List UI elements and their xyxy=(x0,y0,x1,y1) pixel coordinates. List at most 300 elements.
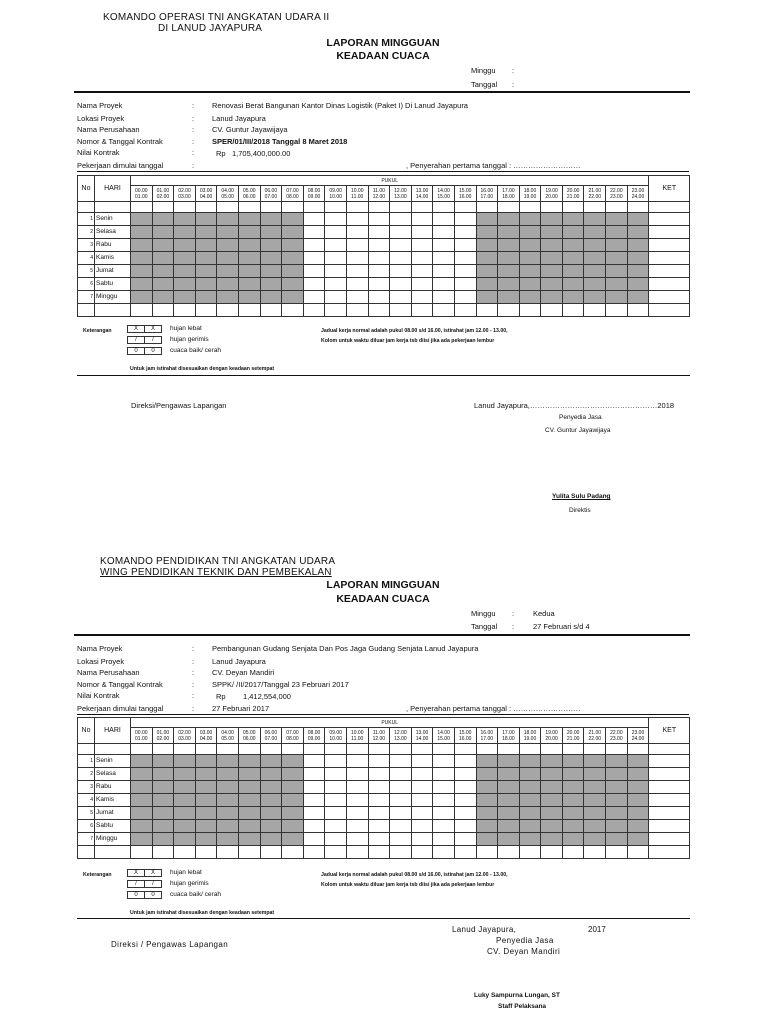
weather-cell[interactable] xyxy=(433,226,455,239)
weather-cell[interactable] xyxy=(131,239,153,252)
weather-cell[interactable] xyxy=(627,794,649,807)
weather-cell[interactable] xyxy=(476,239,498,252)
weather-cell[interactable] xyxy=(152,278,174,291)
ket-cell[interactable] xyxy=(649,265,690,278)
weather-cell[interactable] xyxy=(584,768,606,781)
weather-cell[interactable] xyxy=(260,807,282,820)
weather-cell[interactable] xyxy=(584,239,606,252)
ket-cell[interactable] xyxy=(649,833,690,846)
weather-cell[interactable] xyxy=(152,226,174,239)
weather-cell[interactable] xyxy=(260,755,282,768)
ket-cell[interactable] xyxy=(649,755,690,768)
weather-cell[interactable] xyxy=(152,239,174,252)
weather-cell[interactable] xyxy=(217,252,239,265)
weather-cell[interactable] xyxy=(627,252,649,265)
weather-cell[interactable] xyxy=(606,807,628,820)
weather-cell[interactable] xyxy=(238,226,260,239)
weather-cell[interactable] xyxy=(303,226,325,239)
ket-cell[interactable] xyxy=(649,226,690,239)
weather-cell[interactable] xyxy=(131,807,153,820)
weather-cell[interactable] xyxy=(411,833,433,846)
weather-cell[interactable] xyxy=(390,755,412,768)
weather-cell[interactable] xyxy=(217,213,239,226)
weather-cell[interactable] xyxy=(541,239,563,252)
weather-cell[interactable] xyxy=(346,278,368,291)
weather-cell[interactable] xyxy=(433,833,455,846)
weather-cell[interactable] xyxy=(454,820,476,833)
weather-cell[interactable] xyxy=(411,265,433,278)
weather-cell[interactable] xyxy=(195,291,217,304)
weather-cell[interactable] xyxy=(238,239,260,252)
weather-cell[interactable] xyxy=(498,833,520,846)
weather-cell[interactable] xyxy=(260,291,282,304)
weather-cell[interactable] xyxy=(282,755,304,768)
weather-cell[interactable] xyxy=(584,252,606,265)
weather-cell[interactable] xyxy=(519,807,541,820)
weather-cell[interactable] xyxy=(174,755,196,768)
weather-cell[interactable] xyxy=(390,781,412,794)
weather-cell[interactable] xyxy=(433,755,455,768)
weather-cell[interactable] xyxy=(433,781,455,794)
weather-cell[interactable] xyxy=(606,781,628,794)
weather-cell[interactable] xyxy=(368,291,390,304)
weather-cell[interactable] xyxy=(390,213,412,226)
weather-cell[interactable] xyxy=(476,807,498,820)
weather-cell[interactable] xyxy=(411,807,433,820)
weather-cell[interactable] xyxy=(454,794,476,807)
weather-cell[interactable] xyxy=(454,278,476,291)
weather-cell[interactable] xyxy=(454,781,476,794)
weather-cell[interactable] xyxy=(476,278,498,291)
weather-cell[interactable] xyxy=(152,794,174,807)
weather-cell[interactable] xyxy=(325,226,347,239)
weather-cell[interactable] xyxy=(562,278,584,291)
weather-cell[interactable] xyxy=(411,781,433,794)
weather-cell[interactable] xyxy=(260,781,282,794)
weather-cell[interactable] xyxy=(217,820,239,833)
weather-cell[interactable] xyxy=(606,755,628,768)
weather-cell[interactable] xyxy=(174,794,196,807)
ket-cell[interactable] xyxy=(649,291,690,304)
weather-cell[interactable] xyxy=(498,781,520,794)
weather-cell[interactable] xyxy=(562,252,584,265)
weather-cell[interactable] xyxy=(390,226,412,239)
weather-cell[interactable] xyxy=(627,768,649,781)
ket-cell[interactable] xyxy=(649,213,690,226)
weather-cell[interactable] xyxy=(368,252,390,265)
weather-cell[interactable] xyxy=(476,768,498,781)
weather-cell[interactable] xyxy=(195,820,217,833)
weather-cell[interactable] xyxy=(325,755,347,768)
weather-cell[interactable] xyxy=(303,265,325,278)
weather-cell[interactable] xyxy=(131,265,153,278)
weather-cell[interactable] xyxy=(174,768,196,781)
weather-cell[interactable] xyxy=(390,768,412,781)
weather-cell[interactable] xyxy=(282,781,304,794)
weather-cell[interactable] xyxy=(541,781,563,794)
weather-cell[interactable] xyxy=(498,252,520,265)
weather-cell[interactable] xyxy=(325,781,347,794)
weather-cell[interactable] xyxy=(411,755,433,768)
weather-cell[interactable] xyxy=(282,265,304,278)
weather-cell[interactable] xyxy=(368,833,390,846)
weather-cell[interactable] xyxy=(346,794,368,807)
weather-cell[interactable] xyxy=(627,291,649,304)
weather-cell[interactable] xyxy=(411,794,433,807)
weather-cell[interactable] xyxy=(260,226,282,239)
weather-cell[interactable] xyxy=(346,291,368,304)
weather-cell[interactable] xyxy=(584,833,606,846)
weather-cell[interactable] xyxy=(368,781,390,794)
weather-cell[interactable] xyxy=(303,213,325,226)
weather-cell[interactable] xyxy=(325,265,347,278)
weather-cell[interactable] xyxy=(562,768,584,781)
weather-cell[interactable] xyxy=(541,278,563,291)
weather-cell[interactable] xyxy=(562,291,584,304)
weather-cell[interactable] xyxy=(606,820,628,833)
weather-cell[interactable] xyxy=(174,807,196,820)
weather-cell[interactable] xyxy=(411,278,433,291)
weather-cell[interactable] xyxy=(325,291,347,304)
weather-cell[interactable] xyxy=(282,291,304,304)
weather-cell[interactable] xyxy=(411,213,433,226)
weather-cell[interactable] xyxy=(238,252,260,265)
ket-cell[interactable] xyxy=(649,807,690,820)
weather-cell[interactable] xyxy=(433,213,455,226)
weather-cell[interactable] xyxy=(217,239,239,252)
ket-cell[interactable] xyxy=(649,252,690,265)
weather-cell[interactable] xyxy=(131,278,153,291)
weather-cell[interactable] xyxy=(606,768,628,781)
weather-cell[interactable] xyxy=(584,807,606,820)
weather-cell[interactable] xyxy=(282,239,304,252)
weather-cell[interactable] xyxy=(454,239,476,252)
weather-cell[interactable] xyxy=(368,794,390,807)
weather-cell[interactable] xyxy=(454,226,476,239)
ket-cell[interactable] xyxy=(649,239,690,252)
weather-cell[interactable] xyxy=(282,226,304,239)
weather-cell[interactable] xyxy=(498,291,520,304)
weather-cell[interactable] xyxy=(562,807,584,820)
weather-cell[interactable] xyxy=(152,755,174,768)
ket-cell[interactable] xyxy=(649,794,690,807)
weather-cell[interactable] xyxy=(562,226,584,239)
weather-cell[interactable] xyxy=(131,833,153,846)
weather-cell[interactable] xyxy=(519,265,541,278)
weather-cell[interactable] xyxy=(282,833,304,846)
weather-cell[interactable] xyxy=(238,833,260,846)
weather-cell[interactable] xyxy=(519,252,541,265)
weather-cell[interactable] xyxy=(519,291,541,304)
weather-cell[interactable] xyxy=(325,768,347,781)
weather-cell[interactable] xyxy=(217,755,239,768)
weather-cell[interactable] xyxy=(195,755,217,768)
weather-cell[interactable] xyxy=(282,278,304,291)
weather-cell[interactable] xyxy=(131,226,153,239)
weather-cell[interactable] xyxy=(131,781,153,794)
weather-cell[interactable] xyxy=(584,226,606,239)
weather-cell[interactable] xyxy=(303,833,325,846)
weather-cell[interactable] xyxy=(303,755,325,768)
weather-cell[interactable] xyxy=(498,265,520,278)
weather-cell[interactable] xyxy=(174,239,196,252)
weather-cell[interactable] xyxy=(541,226,563,239)
weather-cell[interactable] xyxy=(260,768,282,781)
weather-cell[interactable] xyxy=(174,252,196,265)
weather-cell[interactable] xyxy=(498,794,520,807)
weather-cell[interactable] xyxy=(174,278,196,291)
weather-cell[interactable] xyxy=(498,213,520,226)
weather-cell[interactable] xyxy=(519,278,541,291)
weather-cell[interactable] xyxy=(346,213,368,226)
weather-cell[interactable] xyxy=(433,768,455,781)
weather-cell[interactable] xyxy=(238,278,260,291)
weather-cell[interactable] xyxy=(541,252,563,265)
weather-cell[interactable] xyxy=(152,252,174,265)
weather-cell[interactable] xyxy=(606,794,628,807)
weather-cell[interactable] xyxy=(346,252,368,265)
weather-cell[interactable] xyxy=(498,807,520,820)
weather-cell[interactable] xyxy=(541,807,563,820)
weather-cell[interactable] xyxy=(346,226,368,239)
weather-cell[interactable] xyxy=(519,768,541,781)
weather-cell[interactable] xyxy=(131,820,153,833)
weather-cell[interactable] xyxy=(195,278,217,291)
weather-cell[interactable] xyxy=(627,213,649,226)
weather-cell[interactable] xyxy=(562,794,584,807)
weather-cell[interactable] xyxy=(627,239,649,252)
weather-cell[interactable] xyxy=(433,239,455,252)
weather-cell[interactable] xyxy=(260,833,282,846)
weather-cell[interactable] xyxy=(390,239,412,252)
weather-cell[interactable] xyxy=(325,213,347,226)
weather-cell[interactable] xyxy=(584,794,606,807)
weather-cell[interactable] xyxy=(390,252,412,265)
weather-cell[interactable] xyxy=(606,226,628,239)
weather-cell[interactable] xyxy=(627,265,649,278)
weather-cell[interactable] xyxy=(346,755,368,768)
weather-cell[interactable] xyxy=(454,291,476,304)
weather-cell[interactable] xyxy=(282,252,304,265)
weather-cell[interactable] xyxy=(454,252,476,265)
weather-cell[interactable] xyxy=(131,794,153,807)
weather-cell[interactable] xyxy=(433,278,455,291)
weather-cell[interactable] xyxy=(282,213,304,226)
weather-cell[interactable] xyxy=(368,820,390,833)
weather-cell[interactable] xyxy=(282,807,304,820)
weather-cell[interactable] xyxy=(454,265,476,278)
weather-cell[interactable] xyxy=(303,239,325,252)
weather-cell[interactable] xyxy=(152,265,174,278)
weather-cell[interactable] xyxy=(627,755,649,768)
weather-cell[interactable] xyxy=(519,794,541,807)
weather-cell[interactable] xyxy=(195,239,217,252)
weather-cell[interactable] xyxy=(411,226,433,239)
weather-cell[interactable] xyxy=(346,768,368,781)
weather-cell[interactable] xyxy=(368,213,390,226)
weather-cell[interactable] xyxy=(131,252,153,265)
weather-cell[interactable] xyxy=(195,213,217,226)
weather-cell[interactable] xyxy=(131,768,153,781)
weather-cell[interactable] xyxy=(411,291,433,304)
weather-cell[interactable] xyxy=(195,794,217,807)
weather-cell[interactable] xyxy=(346,781,368,794)
weather-cell[interactable] xyxy=(195,252,217,265)
weather-cell[interactable] xyxy=(390,820,412,833)
weather-cell[interactable] xyxy=(346,265,368,278)
weather-cell[interactable] xyxy=(303,278,325,291)
weather-cell[interactable] xyxy=(541,755,563,768)
weather-cell[interactable] xyxy=(519,239,541,252)
weather-cell[interactable] xyxy=(131,213,153,226)
weather-cell[interactable] xyxy=(584,781,606,794)
weather-cell[interactable] xyxy=(303,252,325,265)
weather-cell[interactable] xyxy=(217,768,239,781)
weather-cell[interactable] xyxy=(498,820,520,833)
weather-cell[interactable] xyxy=(433,265,455,278)
weather-cell[interactable] xyxy=(368,807,390,820)
weather-cell[interactable] xyxy=(606,252,628,265)
weather-cell[interactable] xyxy=(368,755,390,768)
weather-cell[interactable] xyxy=(282,794,304,807)
weather-cell[interactable] xyxy=(282,768,304,781)
weather-cell[interactable] xyxy=(519,755,541,768)
weather-cell[interactable] xyxy=(238,755,260,768)
weather-cell[interactable] xyxy=(368,239,390,252)
weather-cell[interactable] xyxy=(454,755,476,768)
weather-cell[interactable] xyxy=(476,213,498,226)
weather-cell[interactable] xyxy=(390,794,412,807)
weather-cell[interactable] xyxy=(174,213,196,226)
weather-cell[interactable] xyxy=(390,807,412,820)
weather-cell[interactable] xyxy=(174,265,196,278)
weather-cell[interactable] xyxy=(476,794,498,807)
weather-cell[interactable] xyxy=(476,781,498,794)
weather-cell[interactable] xyxy=(368,768,390,781)
weather-cell[interactable] xyxy=(303,291,325,304)
weather-cell[interactable] xyxy=(217,265,239,278)
weather-cell[interactable] xyxy=(519,226,541,239)
weather-cell[interactable] xyxy=(562,755,584,768)
weather-cell[interactable] xyxy=(541,794,563,807)
ket-cell[interactable] xyxy=(649,781,690,794)
weather-cell[interactable] xyxy=(303,820,325,833)
weather-cell[interactable] xyxy=(433,820,455,833)
weather-cell[interactable] xyxy=(346,820,368,833)
weather-cell[interactable] xyxy=(606,291,628,304)
weather-cell[interactable] xyxy=(541,265,563,278)
weather-cell[interactable] xyxy=(454,833,476,846)
weather-cell[interactable] xyxy=(152,781,174,794)
weather-cell[interactable] xyxy=(174,820,196,833)
weather-cell[interactable] xyxy=(238,807,260,820)
weather-cell[interactable] xyxy=(627,833,649,846)
weather-cell[interactable] xyxy=(411,239,433,252)
weather-cell[interactable] xyxy=(498,768,520,781)
weather-cell[interactable] xyxy=(174,781,196,794)
weather-cell[interactable] xyxy=(562,820,584,833)
weather-cell[interactable] xyxy=(217,794,239,807)
weather-cell[interactable] xyxy=(606,278,628,291)
weather-cell[interactable] xyxy=(606,265,628,278)
weather-cell[interactable] xyxy=(325,794,347,807)
weather-cell[interactable] xyxy=(433,794,455,807)
weather-cell[interactable] xyxy=(217,807,239,820)
weather-cell[interactable] xyxy=(260,252,282,265)
weather-cell[interactable] xyxy=(303,781,325,794)
weather-cell[interactable] xyxy=(584,213,606,226)
weather-cell[interactable] xyxy=(152,807,174,820)
weather-cell[interactable] xyxy=(411,768,433,781)
weather-cell[interactable] xyxy=(217,291,239,304)
weather-cell[interactable] xyxy=(238,794,260,807)
weather-cell[interactable] xyxy=(433,291,455,304)
weather-cell[interactable] xyxy=(325,807,347,820)
weather-cell[interactable] xyxy=(541,291,563,304)
weather-cell[interactable] xyxy=(476,755,498,768)
weather-cell[interactable] xyxy=(584,820,606,833)
weather-cell[interactable] xyxy=(390,265,412,278)
weather-cell[interactable] xyxy=(498,755,520,768)
weather-cell[interactable] xyxy=(584,291,606,304)
weather-cell[interactable] xyxy=(195,768,217,781)
weather-cell[interactable] xyxy=(519,213,541,226)
weather-cell[interactable] xyxy=(195,781,217,794)
weather-cell[interactable] xyxy=(476,820,498,833)
weather-cell[interactable] xyxy=(519,781,541,794)
weather-cell[interactable] xyxy=(498,226,520,239)
weather-cell[interactable] xyxy=(325,820,347,833)
weather-cell[interactable] xyxy=(260,239,282,252)
weather-cell[interactable] xyxy=(368,265,390,278)
weather-cell[interactable] xyxy=(476,226,498,239)
weather-cell[interactable] xyxy=(562,833,584,846)
weather-cell[interactable] xyxy=(606,213,628,226)
weather-cell[interactable] xyxy=(562,265,584,278)
weather-cell[interactable] xyxy=(433,252,455,265)
weather-cell[interactable] xyxy=(411,820,433,833)
weather-cell[interactable] xyxy=(627,807,649,820)
weather-cell[interactable] xyxy=(606,833,628,846)
weather-cell[interactable] xyxy=(152,291,174,304)
weather-cell[interactable] xyxy=(541,213,563,226)
weather-cell[interactable] xyxy=(627,820,649,833)
weather-cell[interactable] xyxy=(562,781,584,794)
weather-cell[interactable] xyxy=(325,239,347,252)
weather-cell[interactable] xyxy=(152,820,174,833)
weather-cell[interactable] xyxy=(195,265,217,278)
weather-cell[interactable] xyxy=(152,833,174,846)
weather-cell[interactable] xyxy=(541,768,563,781)
weather-cell[interactable] xyxy=(346,239,368,252)
weather-cell[interactable] xyxy=(217,226,239,239)
weather-cell[interactable] xyxy=(346,833,368,846)
weather-cell[interactable] xyxy=(238,291,260,304)
ket-cell[interactable] xyxy=(649,278,690,291)
weather-cell[interactable] xyxy=(606,239,628,252)
weather-cell[interactable] xyxy=(195,226,217,239)
weather-cell[interactable] xyxy=(131,755,153,768)
weather-cell[interactable] xyxy=(584,278,606,291)
weather-cell[interactable] xyxy=(368,226,390,239)
weather-cell[interactable] xyxy=(541,820,563,833)
weather-cell[interactable] xyxy=(627,781,649,794)
weather-cell[interactable] xyxy=(238,820,260,833)
weather-cell[interactable] xyxy=(519,833,541,846)
weather-cell[interactable] xyxy=(260,794,282,807)
weather-cell[interactable] xyxy=(174,291,196,304)
weather-cell[interactable] xyxy=(260,820,282,833)
